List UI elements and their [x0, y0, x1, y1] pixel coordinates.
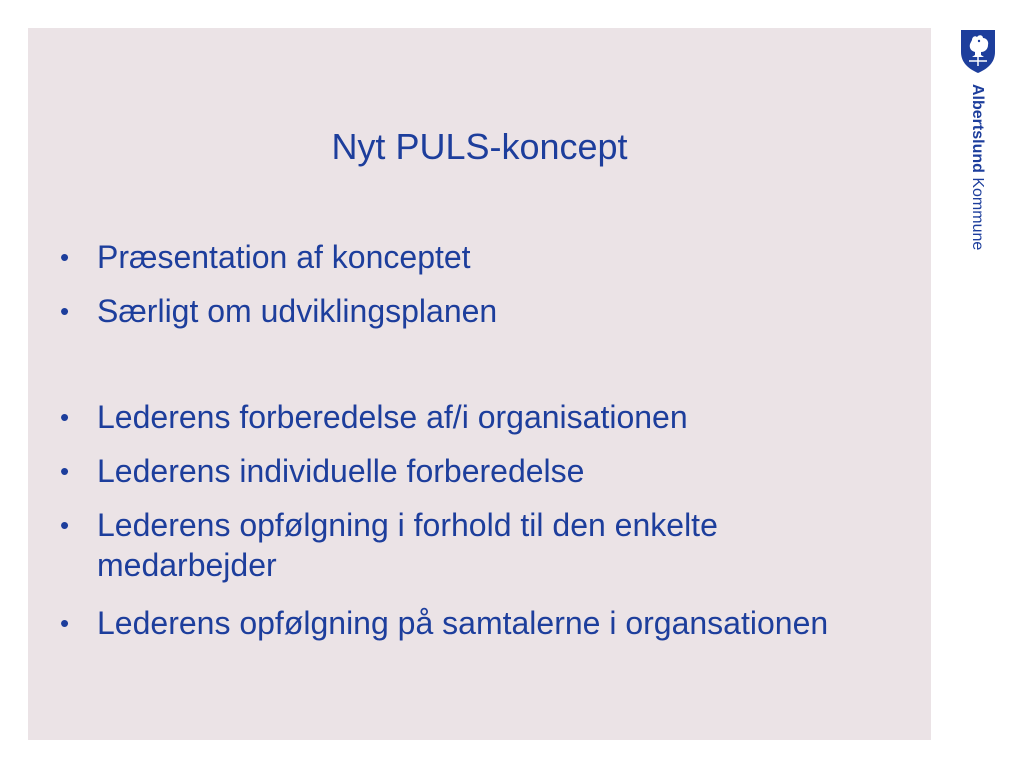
bullet-dot: • [60, 456, 70, 486]
bullet-dot: • [60, 510, 70, 540]
bullet-item [60, 451, 900, 491]
bullet-item [60, 237, 900, 277]
wordmark-name: Albertslund [969, 84, 986, 173]
bullet-dot: • [60, 296, 70, 326]
bullet-text: Lederens opfølgning på samtalerne i organsationen [97, 605, 829, 641]
bullet-item [60, 505, 900, 585]
bullet-text: Lederens opfølgning i forhold til den enkelte medarbejder [97, 507, 718, 583]
albertslund-kommune-wordmark [964, 84, 988, 254]
bullet-item [60, 397, 900, 437]
bullet-dot: • [60, 608, 70, 638]
rooster-shield-icon [958, 28, 998, 74]
bullet-text: Lederens forberedelse af/i organisationen [97, 399, 688, 435]
bullet-text: Præsentation af konceptet [97, 239, 471, 275]
bullet-dot: • [60, 242, 70, 272]
slide-content-panel [28, 28, 931, 740]
bullet-text: Lederens individuelle forberedelse [97, 453, 585, 489]
bullet-item [60, 603, 900, 643]
bullet-list [28, 28, 931, 740]
bullet-item [60, 291, 900, 331]
wordmark-suffix: Kommune [969, 177, 986, 251]
bullet-text: Særligt om udviklingsplanen [97, 293, 498, 329]
bullet-dot: • [60, 402, 70, 432]
slide-title: Nyt PULS-koncept [331, 126, 628, 167]
